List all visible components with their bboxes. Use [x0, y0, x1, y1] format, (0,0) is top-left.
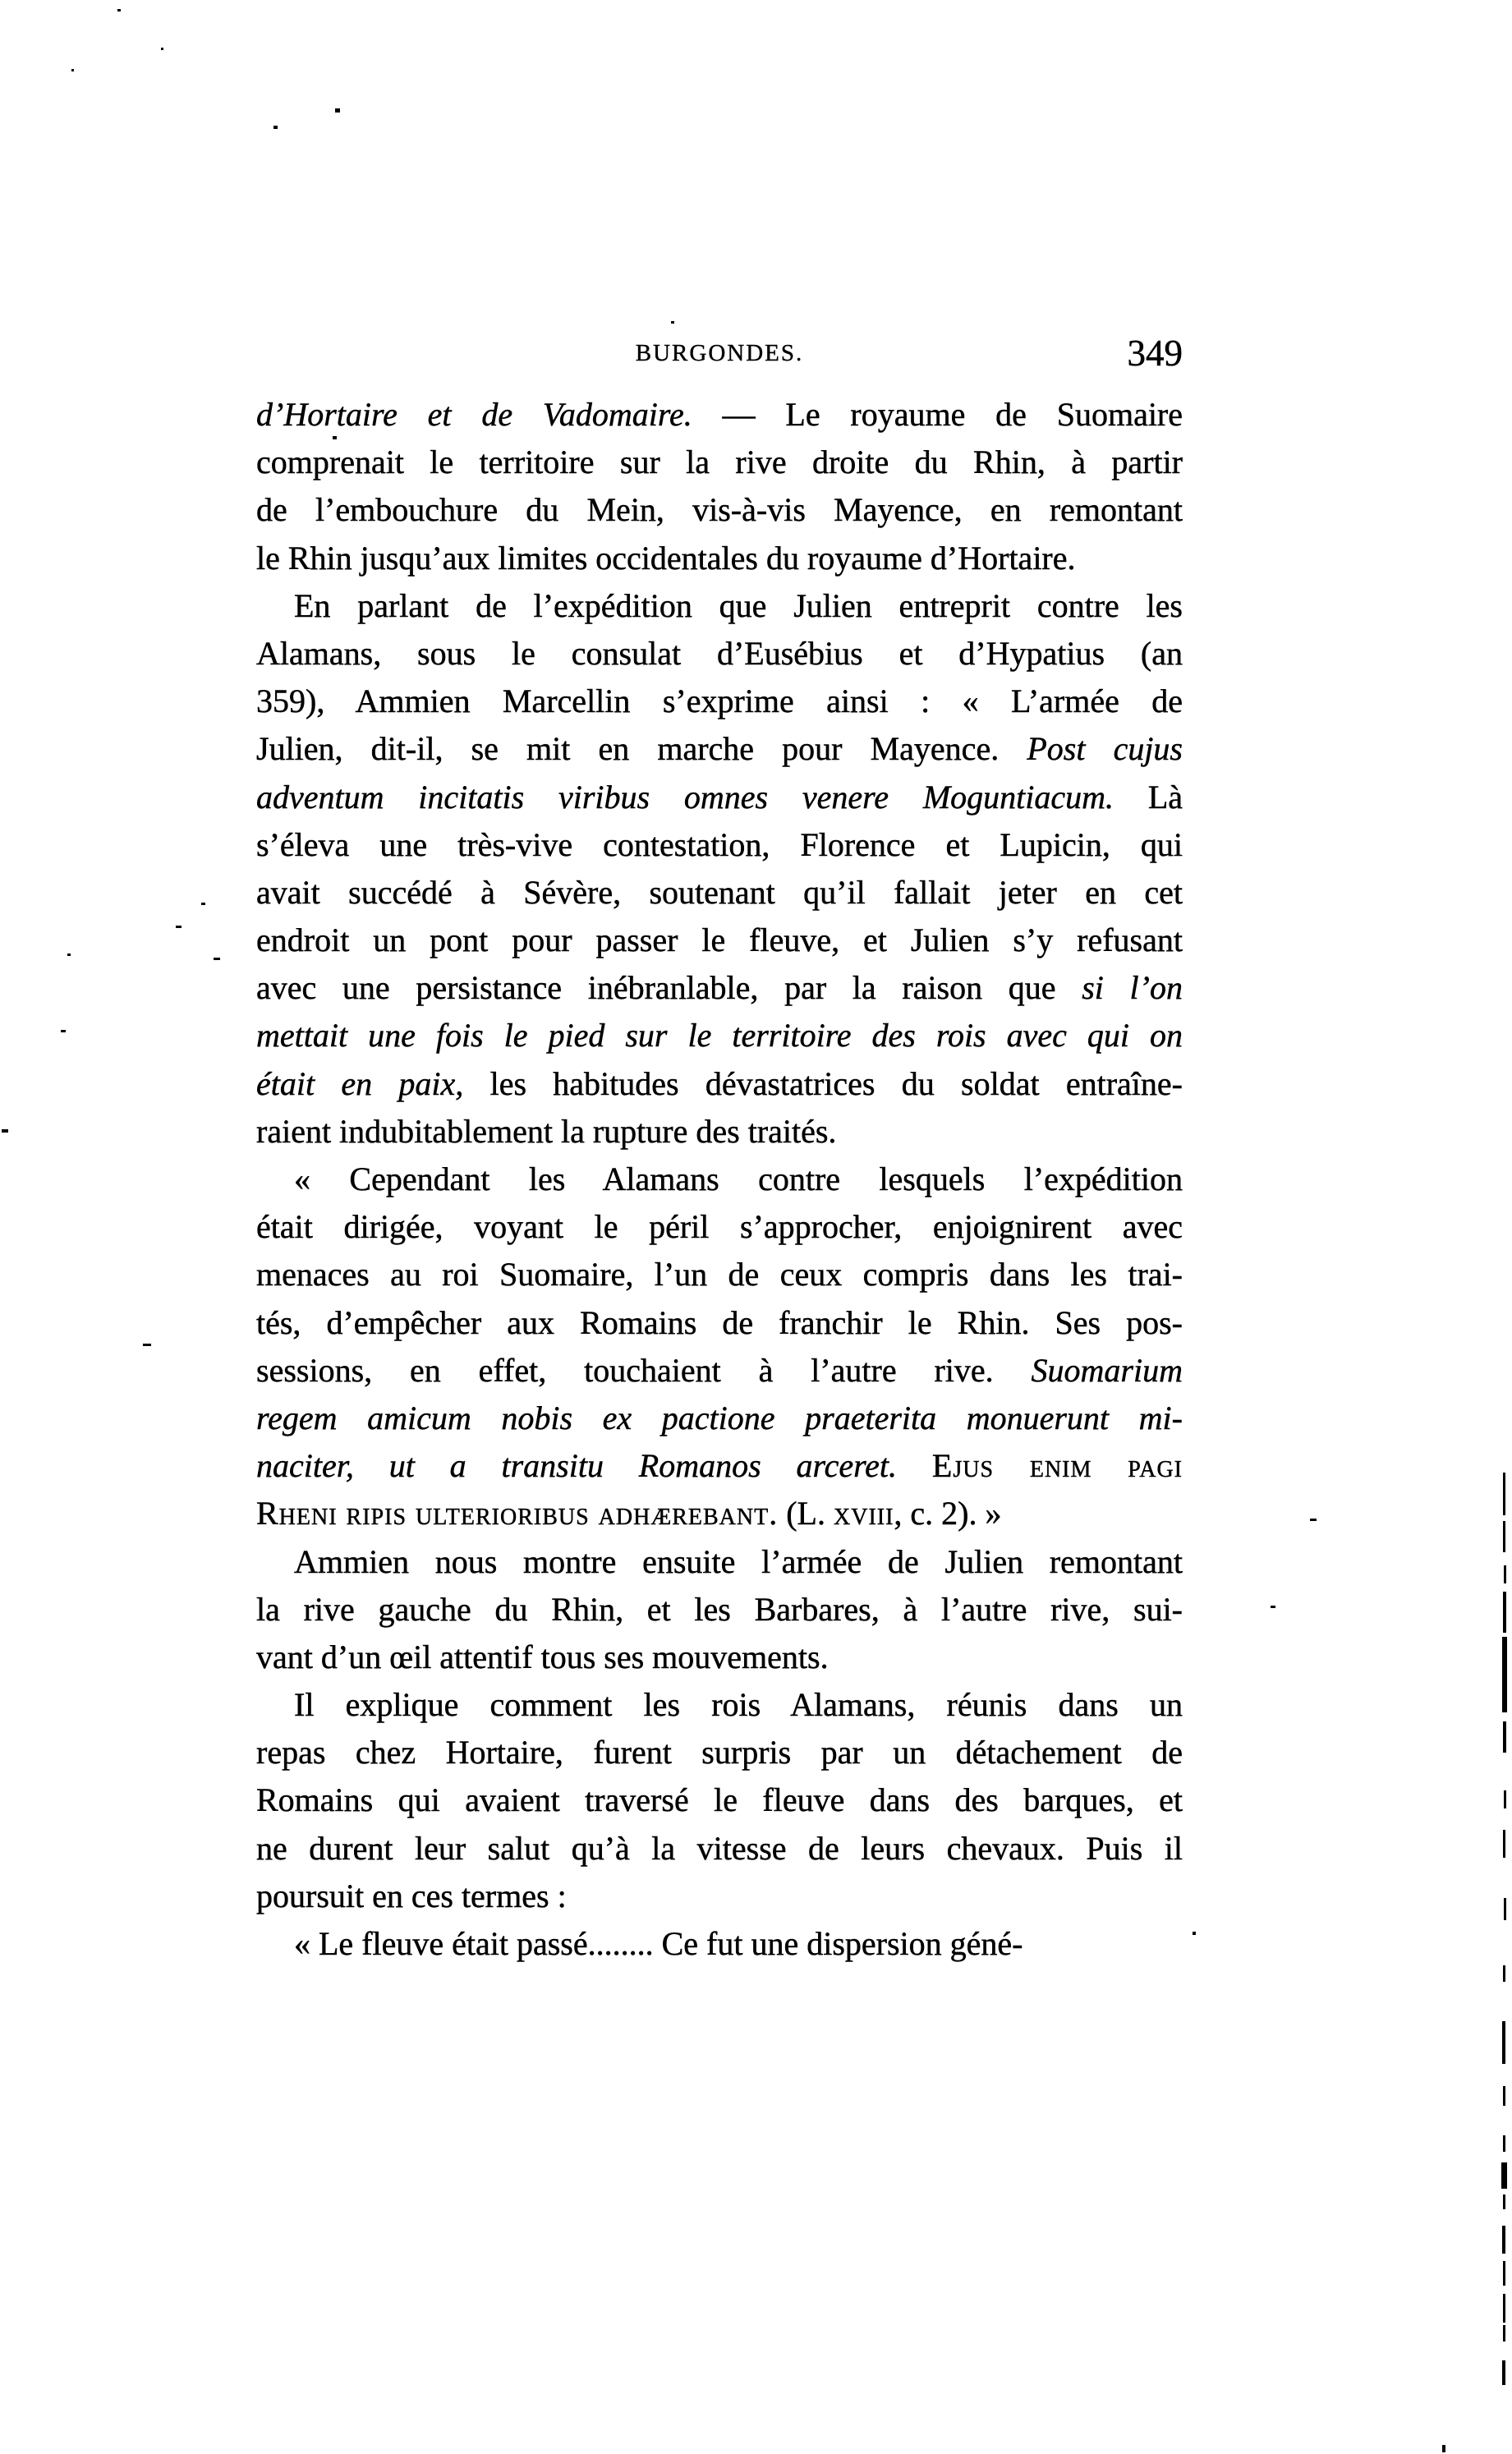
- text-line: [256, 1920, 1183, 1968]
- page-edge-artifact: [1503, 2086, 1505, 2106]
- italic-text: si l’on: [1082, 969, 1183, 1007]
- ink-speck: [1442, 2445, 1445, 2452]
- plain-text: Alamans, sous le consulat d’Eusébius et d’Hypatius (an: [256, 634, 1183, 672]
- page-edge-artifact: [1504, 1565, 1506, 1583]
- plain-text: Julien, dit-il, se mit en marche pour Mayence.: [256, 730, 1027, 768]
- page-edge-artifact: [1503, 2294, 1505, 2323]
- plain-text: sessions, en effet, touchaient à l’autre rive.: [256, 1351, 1032, 1389]
- plain-text: Romains qui avaient traversé le fleuve dans des barques, et: [256, 1781, 1183, 1819]
- text-line: [256, 1634, 1183, 1681]
- page-edge-artifact: [1503, 2194, 1505, 2209]
- text-line: [256, 917, 1183, 964]
- ink-speck: [161, 48, 163, 50]
- text-line: [256, 1442, 1183, 1490]
- plain-text: repas chez Hortaire, furent surpris par un détachement de: [256, 1734, 1183, 1772]
- smallcaps-text: Rheni ripis ulterioribus adhærebant.: [256, 1495, 779, 1533]
- plain-text: (L.: [778, 1495, 834, 1533]
- plain-text: menaces au roi Suomaire, l’un de ceux compris dans les trai-: [256, 1256, 1183, 1294]
- ink-speck: [71, 69, 74, 71]
- plain-text: ne durent leur salut qu’à la vitesse de leurs chevaux. Puis il: [256, 1829, 1183, 1867]
- text-block: [256, 391, 1183, 1968]
- page-edge-artifact: [1503, 1830, 1505, 1858]
- plain-text: tés, d’empêcher aux Romains de franchir le Rhin. Ses pos-: [256, 1303, 1183, 1341]
- ink-speck: [671, 321, 674, 324]
- plain-text: En parlant de l’expédition que Julien entreprit contre les: [294, 586, 1183, 624]
- ink-speck: [143, 1344, 151, 1346]
- text-line: [256, 774, 1183, 821]
- italic-text: d’Hortaire et de Vadomaire.: [256, 396, 692, 433]
- plain-text: vant d’un œil attentif tous ses mouvements.: [256, 1638, 829, 1675]
- text-line: [256, 1681, 1183, 1729]
- plain-text: « Le fleuve était passé........ Ce fut une dispersion géné-: [294, 1925, 1023, 1962]
- plain-text: avait succédé à Sévère, soutenant qu’il fallait jeter en cet: [256, 873, 1183, 911]
- text-line: [256, 1825, 1183, 1873]
- plain-text: de l’embouchure du Mein, vis-à-vis Mayence, en remontant: [256, 491, 1183, 529]
- ink-speck: [61, 1030, 66, 1032]
- plain-text: endroit un pont pour passer le fleuve, et Julien s’y refusant: [256, 921, 1183, 959]
- text-line: [256, 1729, 1183, 1776]
- text-line: [256, 1538, 1183, 1586]
- ink-speck: [273, 126, 278, 129]
- plain-text: Il explique comment les rois Alamans, réunis dans un: [294, 1686, 1183, 1724]
- smallcaps-text: xviii: [834, 1495, 894, 1533]
- plain-text: les habitudes dévastatrices du soldat entraîne-: [463, 1064, 1183, 1102]
- text-line: [256, 439, 1183, 486]
- italic-text: regem amicum nobis ex pactione praeterita monuerunt mi-: [256, 1399, 1183, 1436]
- running-head-title: BURGONDES.: [635, 340, 804, 366]
- page-number: 349: [1127, 333, 1183, 374]
- text-line: [256, 1203, 1183, 1251]
- text-line: [256, 1108, 1183, 1156]
- italic-text: adventum incitatis viribus omnes venere Moguntiacum.: [256, 778, 1114, 816]
- text-line: [256, 391, 1183, 439]
- text-line: [256, 869, 1183, 917]
- ink-speck: [1193, 1932, 1196, 1935]
- text-line: [256, 1586, 1183, 1634]
- page-edge-artifact: [1503, 1721, 1506, 1753]
- page-edge-artifact: [1501, 2162, 1507, 2189]
- plain-text: la rive gauche du Rhin, et les Barbares, à l’autre rive, sui-: [256, 1590, 1183, 1628]
- ink-speck: [1310, 1519, 1317, 1521]
- plain-text: avec une persistance inébranlable, par la raison que: [256, 969, 1082, 1007]
- text-line: [256, 1012, 1183, 1059]
- page-edge-artifact: [1503, 1473, 1505, 1515]
- plain-text: raient indubitablement la rupture des traités.: [256, 1112, 837, 1150]
- text-line: [256, 964, 1183, 1012]
- plain-text: s’éleva une très-vive contestation, Florence et Lupicin, qui: [256, 825, 1183, 863]
- italic-text: naciter, ut a transitu Romanos arceret.: [256, 1447, 932, 1485]
- plain-text: 359), Ammien Marcellin s’exprime ainsi : « L’armée de: [256, 682, 1183, 720]
- page-edge-artifact: [1502, 2226, 1505, 2254]
- plain-text: , c. 2). »: [894, 1495, 1002, 1533]
- text-line: [256, 1347, 1183, 1395]
- text-line: [256, 1776, 1183, 1824]
- text-line: [256, 821, 1183, 869]
- plain-text: « Cependant les Alamans contre lesquels l’expédition: [294, 1160, 1183, 1197]
- page-edge-artifact: [1502, 1637, 1507, 1712]
- ink-speck: [67, 954, 71, 956]
- text-line: [256, 582, 1183, 630]
- ink-speck: [214, 958, 220, 960]
- page-edge-artifact: [1503, 2135, 1505, 2152]
- ink-speck: [1271, 1606, 1275, 1608]
- ink-speck: [333, 436, 337, 439]
- plain-text: poursuit en ces termes :: [256, 1877, 567, 1914]
- text-line: [256, 1251, 1183, 1298]
- page-edge-artifact: [1504, 1790, 1506, 1808]
- page-edge-artifact: [1502, 2021, 1505, 2064]
- italic-text: Suomarium: [1031, 1351, 1183, 1389]
- text-line: [256, 1060, 1183, 1108]
- text-line: [256, 1299, 1183, 1347]
- ink-speck: [117, 9, 121, 11]
- plain-text: Ammien nous montre ensuite l’armée de Julien remontant: [294, 1542, 1183, 1580]
- text-line: [256, 630, 1183, 678]
- plain-text: — Le royaume de Suomaire: [692, 396, 1183, 433]
- plain-text: était dirigée, voyant le péril s’approcher, enjoignirent avec: [256, 1208, 1183, 1246]
- text-line: [256, 1395, 1183, 1442]
- text-line: [256, 1873, 1183, 1920]
- ink-speck: [201, 903, 205, 905]
- plain-text: Là: [1114, 778, 1183, 816]
- plain-text: le Rhin jusqu’aux limites occidentales du royaume d’Hortaire.: [256, 539, 1076, 577]
- page-edge-artifact: [1503, 1965, 1505, 1982]
- italic-text: mettait une fois le pied sur le territoire des rois avec qui on: [256, 1017, 1183, 1055]
- page-edge-artifact: [1502, 2360, 1505, 2385]
- italic-text: était en paix,: [256, 1064, 464, 1102]
- text-line: [256, 678, 1183, 725]
- text-line: [256, 1156, 1183, 1203]
- page-edge-artifact: [1503, 1592, 1506, 1633]
- page-edge-artifact: [1503, 1521, 1505, 1552]
- page-edge-artifact: [1503, 2325, 1505, 2341]
- ink-speck: [176, 926, 182, 928]
- ink-speck: [335, 108, 340, 113]
- italic-text: Post cujus: [1027, 730, 1183, 768]
- smallcaps-text: Ejus enim pagi: [931, 1447, 1183, 1485]
- page-edge-artifact: [1503, 2261, 1505, 2286]
- text-line: [256, 486, 1183, 534]
- page-edge-artifact: [1504, 1898, 1506, 1920]
- ink-speck: [2, 1129, 8, 1133]
- text-line: [256, 535, 1183, 582]
- text-line: [256, 1490, 1183, 1537]
- plain-text: comprenait le territoire sur la rive droite du Rhin, à partir: [256, 443, 1183, 481]
- text-line: [256, 725, 1183, 773]
